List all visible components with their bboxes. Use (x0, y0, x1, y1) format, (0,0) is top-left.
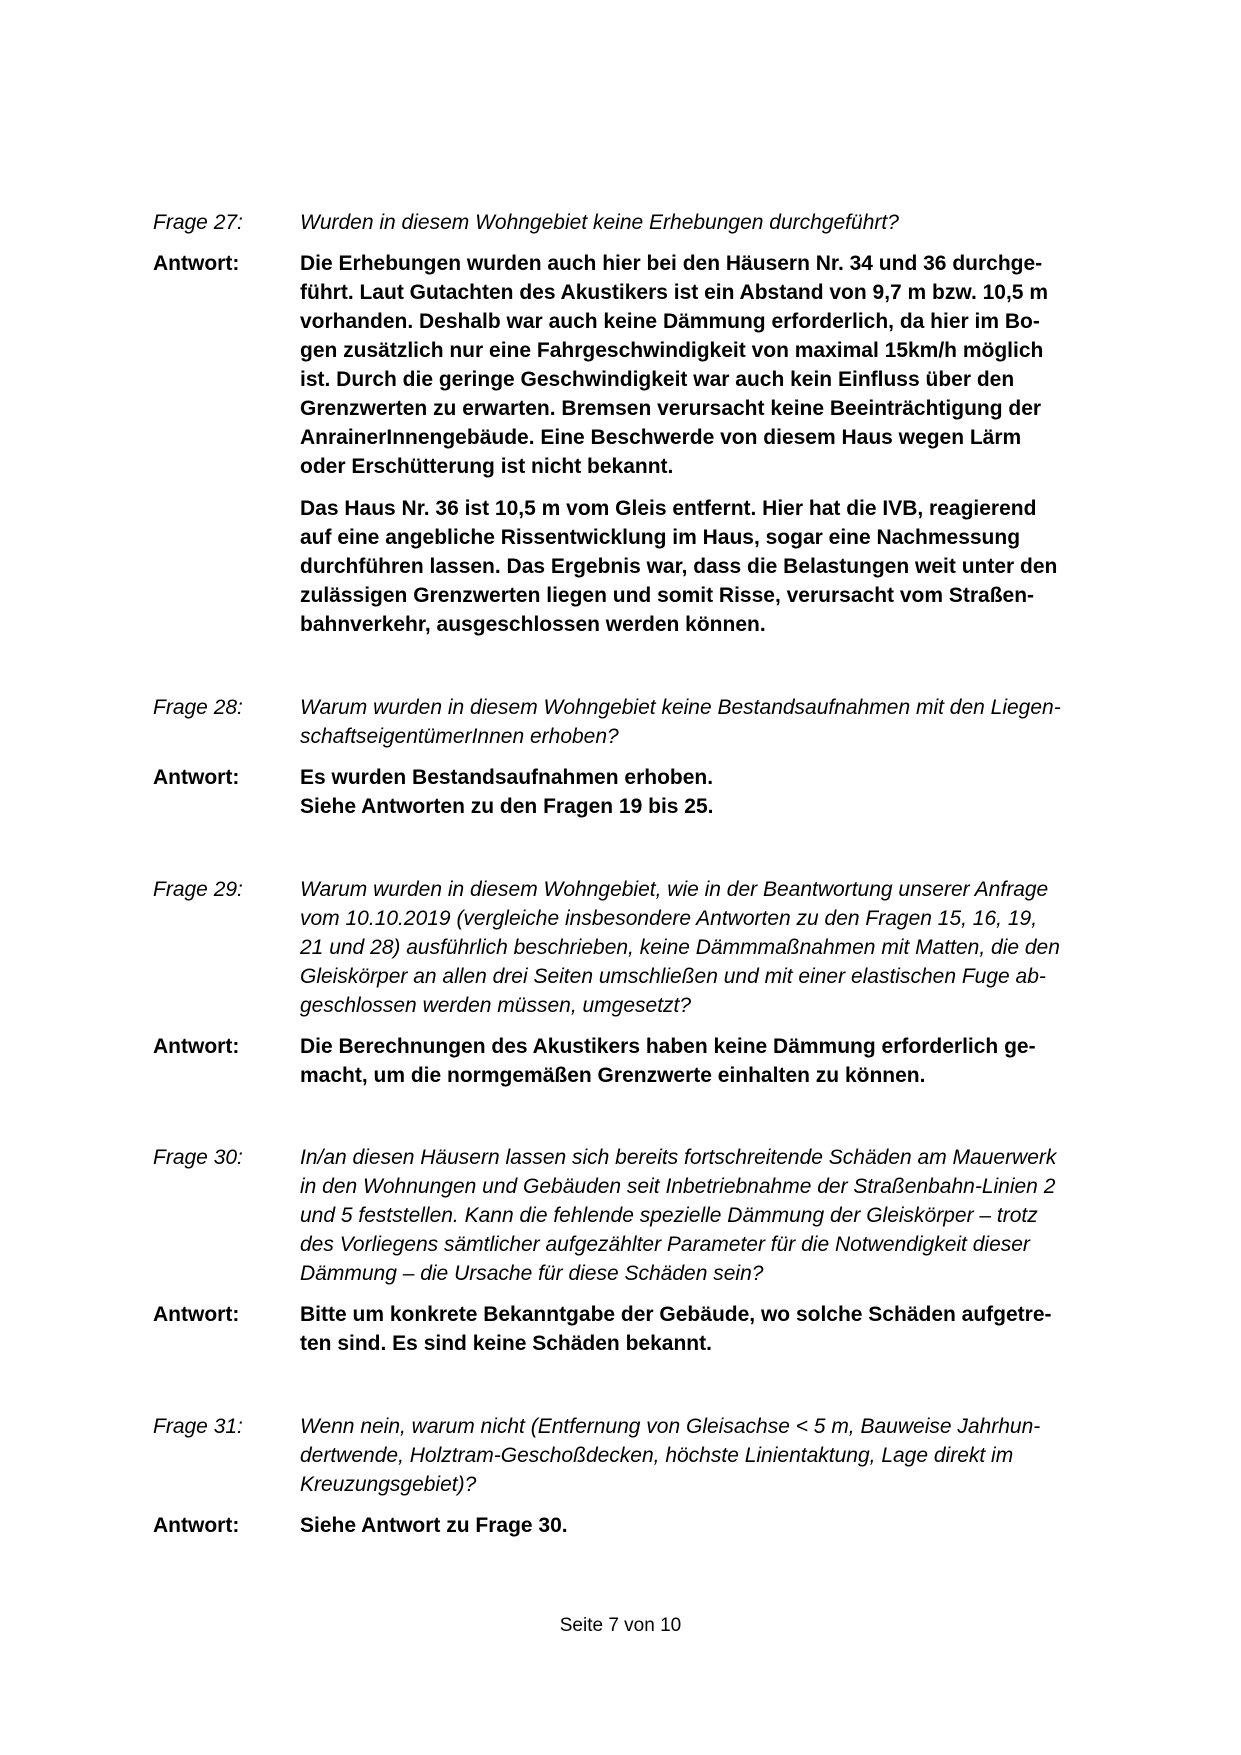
answer-line: AnrainerInnengebäude. Eine Beschwerde von diesem Haus wegen Lärm (300, 426, 1022, 449)
question-line: Gleiskörper an allen drei Seiten umschließen und mit einer elastischen Fuge ab- (300, 965, 1046, 988)
answer-label: Antwort: (153, 766, 240, 789)
qa-block-31 (153, 1412, 1133, 1540)
answer-line: ist. Durch die geringe Geschwindigkeit war auch kein Einfluss über den (300, 368, 1015, 391)
answer-line: ten sind. Es sind keine Schäden bekannt. (300, 1332, 712, 1355)
answer-line: gen zusätzlich nur eine Fahrgeschwindigkeit von maximal 15km/h möglich (300, 339, 1044, 362)
answer-line: Das Haus Nr. 36 ist 10,5 m vom Gleis entfernt. Hier hat die IVB, reagierend (300, 497, 1037, 520)
answer-paragraph (300, 1032, 1133, 1090)
answer-line: Bitte um konkrete Bekanntgabe der Gebäude, wo solche Schäden aufgetre- (300, 1303, 1052, 1326)
answer-text (300, 249, 1133, 639)
answer-text (300, 1300, 1133, 1358)
question-text (300, 1143, 1133, 1288)
answer-line: oder Erschütterung ist nicht bekannt. (300, 455, 674, 478)
answer-line: durchführen lassen. Das Ergebnis war, dass die Belastungen weit unter den (300, 555, 1058, 578)
question-line: Wurden in diesem Wohngebiet keine Erhebungen durchgeführt? (300, 211, 899, 234)
answer-line: Es wurden Bestandsaufnahmen erhoben. (300, 766, 714, 789)
question-row (153, 1143, 1133, 1288)
answer-paragraph (300, 494, 1133, 639)
question-line: Warum wurden in diesem Wohngebiet keine Bestandsaufnahmen mit den Liegen- (300, 696, 1061, 719)
question-line: 21 und 28) ausführlich beschrieben, keine Dämmmaßnahmen mit Matten, die den (300, 936, 1060, 959)
question-line: und 5 feststellen. Kann die fehlende spezielle Dämmung der Gleiskörper – trotz (300, 1204, 1038, 1227)
answer-row (153, 1032, 1133, 1090)
question-row (153, 875, 1133, 1020)
answer-line: zulässigen Grenzwerten liegen und somit Risse, verursacht vom Straßen- (300, 584, 1035, 607)
answer-row (153, 1300, 1133, 1358)
question-label: Frage 30: (153, 1146, 243, 1169)
question-line: Warum wurden in diesem Wohngebiet, wie in der Beantwortung unserer Anfrage (300, 878, 1049, 901)
answer-text (300, 763, 1133, 821)
answer-label: Antwort: (153, 1035, 240, 1058)
question-row (153, 1412, 1133, 1499)
question-label: Frage 28: (153, 696, 243, 719)
question-line: dertwende, Holztram-Geschoßdecken, höchste Linientaktung, Lage direkt im (300, 1444, 1014, 1467)
question-line: Wenn nein, warum nicht (Entfernung von Gleisachse < 5 m, Bauweise Jahrhun- (300, 1415, 1041, 1438)
answer-text (300, 1032, 1133, 1090)
answer-line: Die Berechnungen des Akustikers haben keine Dämmung erforderlich ge- (300, 1035, 1036, 1058)
qa-block-28 (153, 693, 1133, 821)
qa-block-29 (153, 875, 1133, 1090)
question-line: vom 10.10.2019 (vergleiche insbesondere Antworten zu den Fragen 15, 16, 19, (300, 907, 1038, 930)
page-number: Seite 7 von 10 (559, 1615, 682, 1636)
answer-line: auf eine angebliche Rissentwicklung im Haus, sogar eine Nachmessung (300, 526, 1021, 549)
qa-block-30 (153, 1143, 1133, 1358)
question-line: schaftseigentümerInnen erhoben? (300, 725, 619, 748)
answer-paragraph (300, 1300, 1133, 1358)
question-label: Frage 29: (153, 878, 243, 901)
answer-line: Die Erhebungen wurden auch hier bei den Häusern Nr. 34 und 36 durchge- (300, 252, 1043, 275)
question-text (300, 693, 1133, 751)
answer-line: Siehe Antworten zu den Fragen 19 bis 25. (300, 795, 714, 818)
question-text (300, 208, 1133, 237)
question-row (153, 693, 1133, 751)
qa-block-27 (153, 208, 1133, 639)
answer-text (300, 1511, 1133, 1540)
question-line: in den Wohnungen und Gebäuden seit Inbetriebnahme der Straßenbahn-Linien 2 (300, 1175, 1056, 1198)
answer-row (153, 1511, 1133, 1540)
answer-line: macht, um die normgemäßen Grenzwerte einhalten zu können. (300, 1064, 926, 1087)
answer-paragraph (300, 1511, 1133, 1540)
question-text (300, 875, 1133, 1020)
question-line: Dämmung – die Ursache für diese Schäden sein? (300, 1262, 764, 1285)
answer-label: Antwort: (153, 252, 240, 275)
question-label: Frage 27: (153, 211, 243, 234)
question-line: In/an diesen Häusern lassen sich bereits fortschreitende Schäden am Mauerwerk (300, 1146, 1057, 1169)
answer-paragraph (300, 763, 1133, 821)
question-line: des Vorliegens sämtlicher aufgezählter Parameter für die Notwendigkeit dieser (300, 1233, 1030, 1256)
answer-label: Antwort: (153, 1303, 240, 1326)
answer-paragraph (300, 249, 1133, 481)
question-line: geschlossen werden müssen, umgesetzt? (300, 994, 692, 1017)
answer-line: vorhanden. Deshalb war auch keine Dämmung erforderlich, da hier im Bo- (300, 310, 1040, 333)
answer-line: bahnverkehr, ausgeschlossen werden können. (300, 613, 766, 636)
question-row (153, 208, 1133, 237)
answer-line: Grenzwerten zu erwarten. Bremsen verursacht keine Beeinträchtigung der (300, 397, 1042, 420)
answer-row (153, 763, 1133, 821)
question-line: Kreuzungsgebiet)? (300, 1473, 477, 1496)
answer-line: Siehe Antwort zu Frage 30. (300, 1514, 568, 1537)
answer-row (153, 249, 1133, 639)
answer-line: führt. Laut Gutachten des Akustikers ist ein Abstand von 9,7 m bzw. 10,5 m (300, 281, 1048, 304)
question-text (300, 1412, 1133, 1499)
question-label: Frage 31: (153, 1415, 243, 1438)
answer-label: Antwort: (153, 1514, 240, 1537)
